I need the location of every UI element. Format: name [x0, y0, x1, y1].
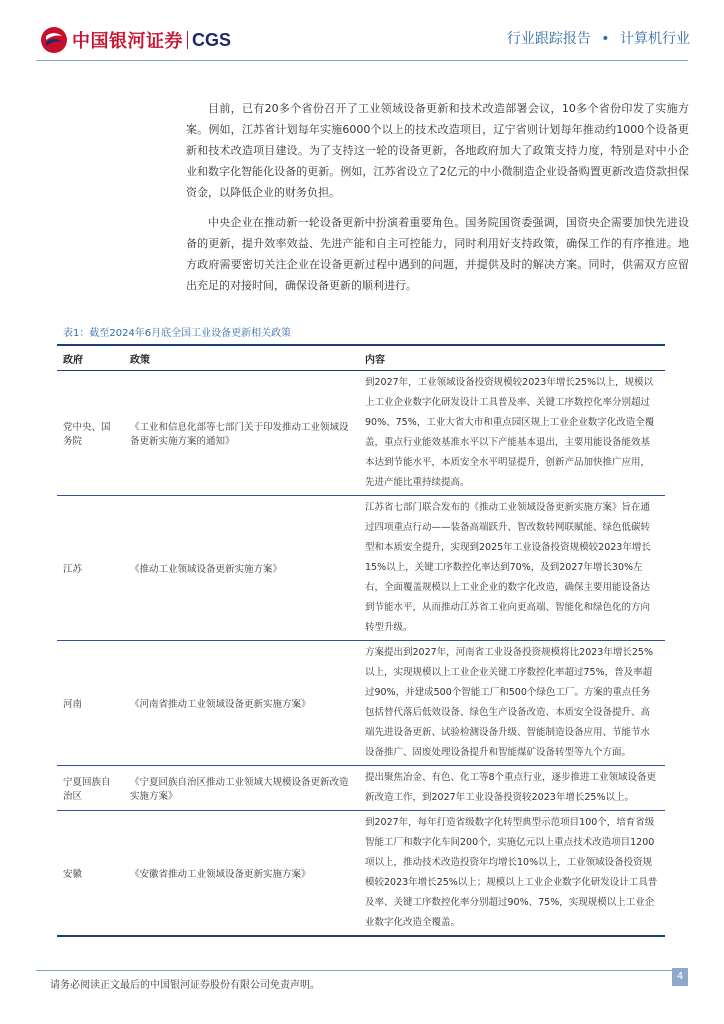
row-policy: 《推动工业领域设备更新实施方案》	[124, 496, 359, 641]
header-policy: 政策	[124, 345, 359, 371]
row-policy: 《宁夏回族自治区推动工业领域大规模设备更新改造实施方案》	[124, 766, 359, 811]
row-policy: 《河南省推动工业领域设备更新实施方案》	[124, 641, 359, 766]
logo-english-name: CGS	[192, 29, 232, 50]
footer-disclaimer: 请务必阅读正文最后的中国银河证券股份有限公司免责声明。	[50, 980, 320, 991]
header-separator: •	[601, 31, 610, 47]
footer-divider	[36, 970, 688, 971]
row-content: 到2027年，每年打造省级数字化转型典型示范项目100个，培育省级智能工厂和数字化车间200个，实施亿元以上重点技术改造项目1200项以上，推动技术改造投资年均增长10%以上，工业领域设备投资规模较2023年增长25%以上；规模以上工业企业数字化研发设计工具普及率、关键工序数控化率分别超过90%、75%，实现规模以上工业企业数字化改造全覆盖。	[359, 811, 665, 937]
table-row	[57, 811, 665, 937]
report-type: 行业跟踪报告	[506, 31, 591, 47]
row-gov: 江苏	[57, 496, 124, 641]
table-row	[57, 766, 665, 811]
row-content: 江苏省七部门联合发布的《推动工业领域设备更新实施方案》旨在通过四项重点行动——装备高端跃升、智改数转网联赋能、绿色低碳转型和本质安全提升，实现到2025年工业设备投资规模较2023年增长15%以上，关键工序数控化率达到70%，及到2027年增长30%左右，全面覆盖规模以上工业企业的数字化改造，确保主要用能设备达到节能水平，从而推动江苏省工业向更高端、智能化和绿色化的方向转型升级。	[359, 496, 665, 641]
table-row	[57, 641, 665, 766]
logo-chinese-name: 中国银河证券	[72, 31, 183, 52]
table-title: 表1：截至2024年6月底全国工业设备更新相关政策	[63, 328, 292, 339]
row-content: 提出聚焦冶金、有色、化工等8个重点行业，逐步推进工业领域设备更新改造工作，到2027年工业设备投资较2023年增长25%以上。	[359, 766, 665, 811]
header-divider	[36, 60, 688, 61]
row-content: 方案提出到2027年，河南省工业设备投资规模将比2023年增长25%以上，实现规模以上工业企业关键工序数控化率超过75%，普及率超过90%，并建成500个智能工厂和500个绿色工厂。方案的重点任务包括替代落后低效设备、绿色生产设备改造、本质安全设备提升、高端先进设备更新、试验检测设备升级、智能制造设备应用、节能节水设备推广、固废处理设备提升和智能煤矿设备转型等九个方面。	[359, 641, 665, 766]
page-header	[0, 0, 724, 66]
table-row	[57, 496, 665, 641]
body-paragraph-2: 中央企业在推动新一轮设备更新中扮演着重要角色。国务院国资委强调，国资央企需要加快先进设备的更新，提升效率效益、先进产能和自主可控能力，同时利用好支持政策，确保工作的有序推进。地方政府需要密切关注企业在设备更新过程中遇到的问题，并提供及时的解决方案。同时，供需双方应留出充足的对接时间，确保设备更新的顺利进行。	[186, 216, 689, 292]
industry-name: 计算机行业	[620, 31, 690, 47]
policy-table	[57, 344, 665, 937]
row-gov: 宁夏回族自治区	[57, 766, 124, 811]
logo-separator	[187, 31, 188, 49]
table-header-row	[57, 345, 665, 371]
header-gov: 政府	[57, 345, 124, 371]
row-content: 到2027年，工业领域设备投资规模较2023年增长25%以上，规模以上工业企业数字化研发设计工具普及率、关键工序数控化率分别超过90%、75%，工业大省大市和重点园区规上工业企业数字化改造全覆盖，重点行业能效基准水平以下产能基本退出，主要用能设备能效基本达到节能水平，本质安全水平明显提升，创新产品加快推广应用，先进产能比重持续提高。	[359, 371, 665, 496]
row-gov: 河南	[57, 641, 124, 766]
company-logo	[40, 26, 231, 54]
row-policy: 《安徽省推动工业领域设备更新实施方案》	[124, 811, 359, 937]
galaxy-logo-icon	[40, 26, 68, 54]
header-content: 内容	[359, 345, 665, 371]
table-row	[57, 371, 665, 496]
report-category	[507, 28, 690, 48]
row-policy: 《工业和信息化部等七部门关于印发推动工业领域设备更新实施方案的通知》	[124, 371, 359, 496]
page-number: 4	[672, 968, 688, 986]
row-gov: 党中央、国务院	[57, 371, 124, 496]
row-gov: 安徽	[57, 811, 124, 937]
body-paragraph-1: 目前，已有20多个省份召开了工业领域设备更新和技术改造部署会议，10多个省份印发了实施方案。例如，江苏省计划每年实施6000个以上的技术改造项目，辽宁省则计划每年推动约1000个设备更新和技术改造项目建设。为了支持这一轮的设备更新，各地政府加大了政策支持力度，特别是对中小企业和数字化智能化设备的更新。例如，江苏省设立了2亿元的中小微制造企业设备购置更新改造贷款担保资金，以降低企业的财务负担。	[186, 102, 689, 199]
